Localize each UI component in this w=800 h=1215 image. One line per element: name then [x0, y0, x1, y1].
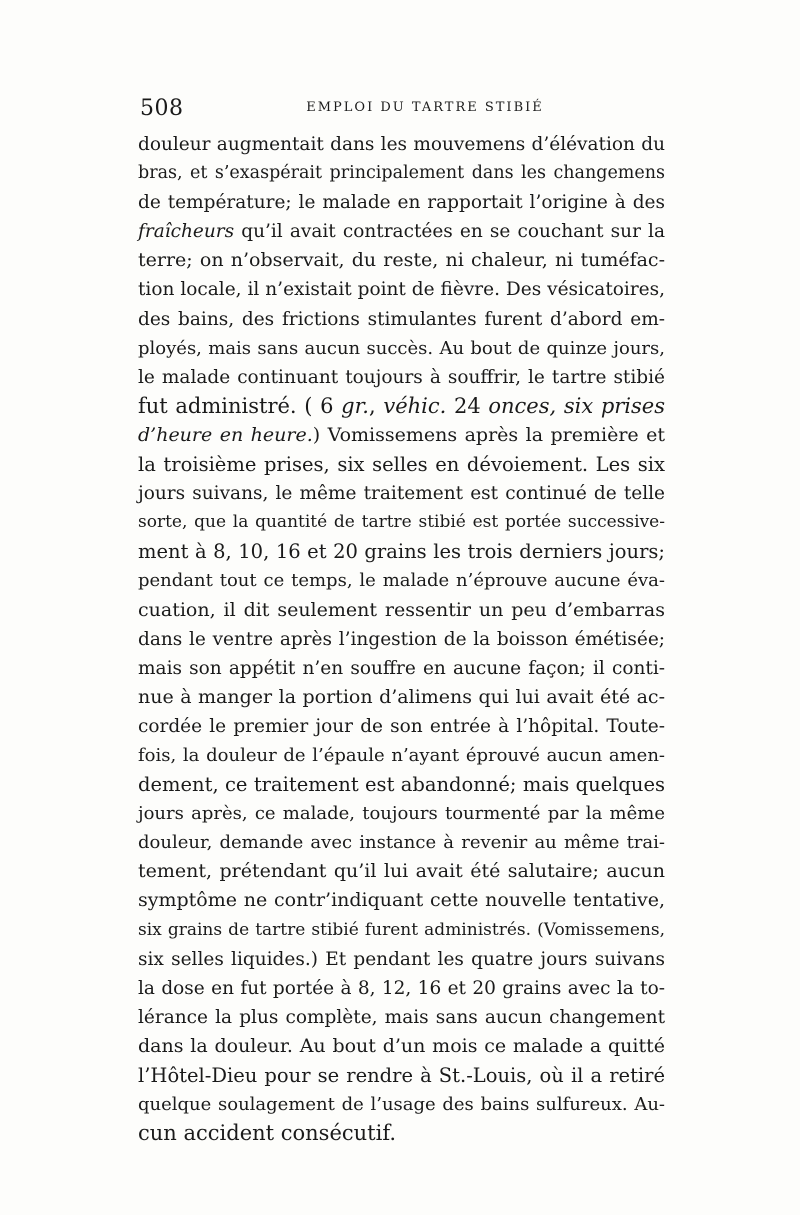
- text-line: de température; le malade en rapportait l’origine à des: [138, 192, 665, 214]
- text-line: cordée le premier jour de son entrée à l’hôpital. Toute-: [138, 715, 665, 737]
- running-header: [140, 96, 670, 126]
- text-line: pendant tout ce temps, le malade n’éprouve aucune éva-: [138, 570, 665, 592]
- text-fragment: ) Vomissemens après la première et: [312, 423, 665, 446]
- text-fragment: fut administré. ( 6: [138, 393, 342, 418]
- text-line: la dose en fut portée à 8, 12, 16 et 20 grains avec la to-: [138, 977, 665, 999]
- text-line: la troisième prises, six selles en dévoiement. Les six: [138, 453, 665, 477]
- text-line: nue à manger la portion d’alimens qui lui avait été ac-: [138, 685, 665, 708]
- italic-fragment: gr.: [341, 393, 369, 418]
- italic-fragment: d’heure en heure.: [138, 423, 313, 446]
- text-line-with-italic: [138, 392, 665, 421]
- text-line: l’Hôtel-Dieu pour se rendre à St.-Louis, où il a retiré: [138, 1064, 665, 1087]
- text-line: six grains de tartre stibié furent administrés. (Vomissemens,: [138, 919, 665, 940]
- text-line-with-italic: [138, 421, 665, 450]
- text-line: jours suivans, le même traitement est continué de telle: [138, 483, 665, 505]
- italic-fragment: onces, six prises: [488, 393, 665, 418]
- text-line: bras, et s’exaspérait principalement dans les changemens: [138, 163, 665, 184]
- text-line: douleur augmentait dans les mouvemens d’élévation du: [138, 134, 665, 155]
- text-line: dans la douleur. Au bout d’un mois ce malade a quitté: [138, 1034, 665, 1057]
- text-line: mais son appétit n’en souffre en aucune façon; il conti-: [138, 657, 665, 679]
- text-line-last: cun accident consécutif.: [138, 1121, 397, 1146]
- text-line: tion locale, il n’existait point de fièvre. Des vésicatoires,: [138, 279, 665, 301]
- text-line: dement, ce traitement est abandonné; mais quelques: [138, 773, 665, 797]
- text-line: terre; on n’observait, du reste, ni chaleur, ni tuméfac-: [138, 249, 665, 272]
- text-fragment: qu’il avait contractées en se couchant sur la: [234, 221, 665, 243]
- text-line: ployés, mais sans aucun succès. Au bout de quinze jours,: [138, 337, 665, 359]
- text-line: des bains, des frictions stimulantes furent d’abord em-: [138, 308, 665, 330]
- text-line: le malade continuant toujours à souffrir, le tartre stibié: [138, 366, 665, 388]
- text-line: jours après, ce malade, toujours tourmenté par la même: [138, 803, 665, 825]
- running-title: EMPLOI DU TARTRE STIBIÉ: [306, 100, 544, 115]
- text-line: cuation, il dit seulement ressentir un peu d’embarras: [138, 598, 665, 621]
- text-fragment: ,: [368, 393, 384, 418]
- page-number: 508: [140, 96, 184, 121]
- italic-word: fraîcheurs: [138, 221, 235, 243]
- text-line: sorte, que la quantité de tartre stibié est portée successive-: [138, 512, 665, 533]
- text-line: ment à 8, 10, 16 et 20 grains les trois derniers jours;: [138, 540, 665, 564]
- text-line: six selles liquides.) Et pendant les quatre jours suivans: [138, 948, 665, 970]
- text-line: symptôme ne contr’indiquant cette nouvelle tentative,: [138, 889, 665, 912]
- italic-fragment: véhic.: [383, 393, 447, 418]
- text-line: tement, prétendant qu’il lui avait été salutaire; aucun: [138, 860, 665, 883]
- text-line: douleur, demande avec instance à revenir au même trai-: [138, 832, 665, 854]
- body-paragraph: [138, 130, 665, 1148]
- text-line: fois, la douleur de l’épaule n’ayant éprouvé aucun amen-: [138, 744, 665, 766]
- text-line: quelque soulagement de l’usage des bains sulfureux. Au-: [138, 1094, 665, 1116]
- text-line: dans le ventre après l’ingestion de la boisson émétisée;: [138, 628, 665, 650]
- text-line: lérance la plus complète, mais sans aucun changement: [138, 1006, 665, 1028]
- text-line-with-italic: [138, 217, 665, 246]
- text-fragment: 24: [446, 393, 489, 418]
